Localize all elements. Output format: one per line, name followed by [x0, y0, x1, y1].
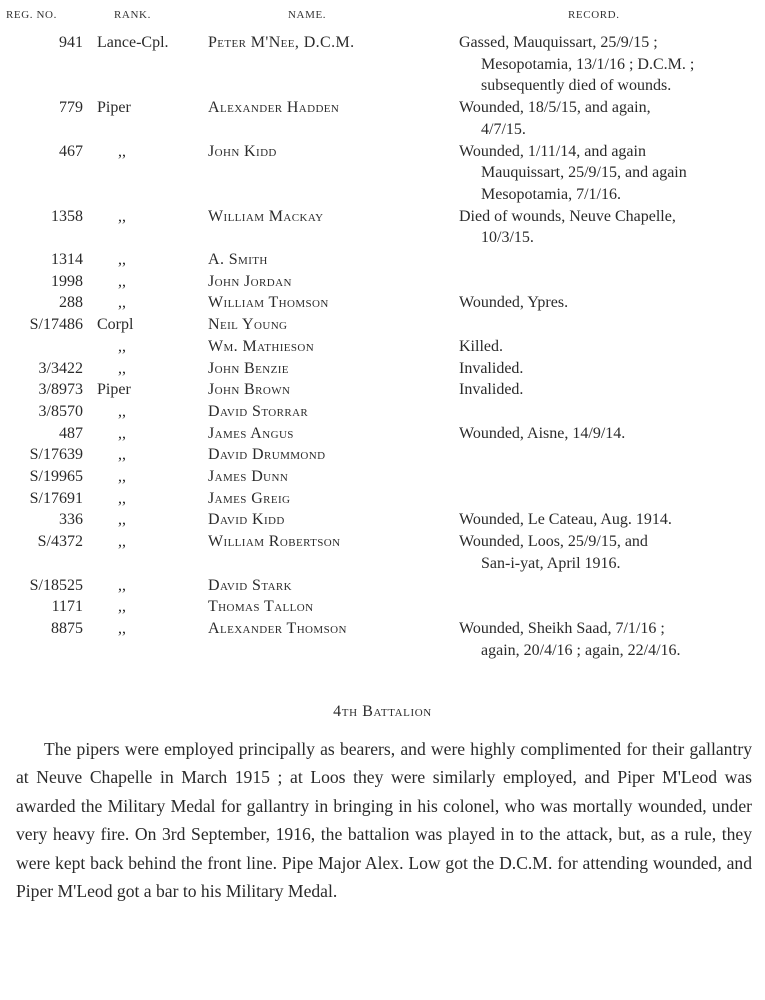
record [459, 401, 749, 423]
record [459, 336, 749, 358]
section-title: 4th Battalion [333, 703, 432, 720]
table-row [0, 509, 765, 531]
table-row [0, 314, 765, 336]
record [459, 509, 749, 531]
soldier-name: James Angus [208, 424, 294, 442]
record [459, 423, 749, 445]
reg-number: S/17691 [29, 489, 83, 507]
table-row [0, 292, 765, 314]
rank: Piper [97, 99, 131, 117]
reg-number: 288 [59, 294, 83, 312]
rank: ,, [118, 576, 126, 594]
header-reg-no: REG. NO. [6, 9, 57, 21]
record [459, 358, 749, 380]
table-row [0, 444, 765, 466]
record-line: Wounded, Le Cateau, Aug. 1914. [459, 511, 672, 529]
rank: ,, [118, 446, 126, 464]
table-row [0, 488, 765, 510]
reg-number: S/17486 [29, 316, 83, 334]
soldier-name: Neil Young [208, 316, 288, 334]
reg-number: 3/3422 [38, 359, 83, 377]
rank: ,, [118, 533, 126, 551]
soldier-name: David Drummond [208, 446, 326, 464]
record-line: Wounded, 18/5/15, and again, [459, 99, 651, 117]
soldier-name: Alexander Hadden [208, 99, 340, 117]
rank: ,, [118, 294, 126, 312]
table-row [0, 141, 765, 206]
table-row [0, 379, 765, 401]
record-line: Wounded, Loos, 25/9/15, and [459, 533, 648, 551]
pipers-roll-table [0, 32, 765, 661]
rank: ,, [118, 402, 126, 420]
header-record: RECORD. [568, 9, 620, 21]
soldier-name: John Jordan [208, 272, 292, 290]
record-line: subsequently died of wounds. [481, 77, 672, 95]
reg-number: 1358 [51, 207, 83, 225]
record [459, 32, 749, 97]
rank: Lance-Cpl. [97, 34, 169, 51]
record [459, 141, 749, 206]
record-line: Wounded, 1/11/14, and again [459, 142, 646, 160]
record [459, 575, 749, 597]
record-line: Wounded, Ypres. [459, 294, 569, 312]
soldier-name: David Stark [208, 576, 292, 594]
record [459, 379, 749, 401]
record-line: Died of wounds, Neuve Chapelle, [459, 207, 676, 225]
record [459, 271, 749, 293]
soldier-name: James Greig [208, 489, 291, 507]
table-row [0, 575, 765, 597]
reg-number: 1314 [51, 251, 83, 269]
soldier-name: John Brown [208, 381, 291, 399]
record [459, 531, 749, 574]
record-line: San-i-yat, April 1916. [481, 554, 621, 572]
soldier-name: A. Smith [208, 251, 268, 269]
header-rank: RANK. [114, 9, 151, 21]
reg-number: 1998 [51, 272, 83, 290]
soldier-name: John Kidd [208, 142, 277, 160]
rank: ,, [118, 619, 126, 637]
soldier-name: William Mackay [208, 207, 324, 225]
record [459, 292, 749, 314]
soldier-name: Alexander Thomson [208, 619, 347, 637]
rank: ,, [118, 142, 126, 160]
soldier-name: Wm. Mathieson [208, 337, 315, 355]
table-row [0, 206, 765, 249]
table-row [0, 596, 765, 618]
rank: ,, [118, 337, 126, 355]
rank: ,, [118, 251, 126, 269]
table-row [0, 618, 765, 661]
table-row [0, 271, 765, 293]
rank: ,, [118, 489, 126, 507]
rank: ,, [118, 424, 126, 442]
reg-number: S/17639 [29, 446, 83, 464]
reg-number: 336 [59, 511, 83, 529]
reg-number: S/18525 [29, 576, 83, 594]
rank: ,, [118, 511, 126, 529]
record-line: Wounded, Sheikh Saad, 7/1/16 ; [459, 619, 665, 637]
record-line: again, 20/4/16 ; again, 22/4/16. [481, 641, 681, 659]
reg-number: 467 [59, 142, 83, 160]
rank: Piper [97, 381, 131, 399]
rank: ,, [118, 468, 126, 486]
soldier-name: John Benzie [208, 359, 289, 377]
reg-number: 3/8973 [38, 381, 83, 399]
table-row [0, 32, 765, 97]
record [459, 466, 749, 488]
rank: ,, [118, 598, 126, 616]
record-line: Gassed, Mauquissart, 25/9/15 ; [459, 34, 658, 51]
reg-number: 1171 [51, 598, 83, 616]
record [459, 488, 749, 510]
soldier-name: William Thomson [208, 294, 329, 312]
table-row [0, 336, 765, 358]
reg-number: 8875 [51, 619, 83, 637]
reg-number: 487 [59, 424, 83, 442]
record-line: Invalided. [459, 381, 524, 399]
table-row [0, 401, 765, 423]
reg-number: 779 [59, 99, 83, 117]
battalion-paragraph: The pipers were employed principally as bearers, and were highly complimented for their gallantry at Neuve Chapelle in March 1915 ; at Loos they were similarly employed, and Piper M'Leod was awarded the Military Medal for gallantry in bringing in his colonel, who was mortally wounded, under very heavy fire. On 3rd September, 1916, the battalion was played in to the attack, but, as a rule, they were kept back behind the front line. Pipe Major Alex. Low got the D.C.M. for attending wounded, and Piper M'Leod got a bar to his Military Medal. [16, 739, 752, 902]
rank: ,, [118, 207, 126, 225]
record-line: Wounded, Aisne, 14/9/14. [459, 424, 626, 442]
table-row [0, 531, 765, 574]
reg-number: 941 [59, 34, 83, 51]
soldier-name: William Robertson [208, 533, 341, 551]
table-row [0, 466, 765, 488]
table-row [0, 249, 765, 271]
soldier-name: David Storrar [208, 402, 309, 420]
table-row [0, 97, 765, 140]
record-line: Killed. [459, 337, 503, 355]
rank: Corpl [97, 316, 134, 334]
record [459, 249, 749, 271]
reg-number: S/4372 [37, 533, 83, 551]
rank: ,, [118, 272, 126, 290]
soldier-name: David Kidd [208, 511, 285, 529]
rank: ,, [118, 359, 126, 377]
record-line: Mesopotamia, 13/1/16 ; D.C.M. ; [481, 55, 695, 73]
soldier-name: Peter M'Nee, D.C.M. [208, 34, 355, 51]
soldier-name: James Dunn [208, 468, 289, 486]
record-line: Invalided. [459, 359, 524, 377]
record-line: 4/7/15. [481, 120, 526, 138]
record [459, 618, 749, 661]
table-row [0, 423, 765, 445]
record-line: 10/3/15. [481, 229, 534, 247]
record [459, 314, 749, 336]
record-line: Mesopotamia, 7/1/16. [481, 185, 621, 203]
reg-number: 3/8570 [38, 402, 83, 420]
record [459, 596, 749, 618]
record [459, 97, 749, 140]
header-name: NAME. [288, 9, 327, 21]
reg-number: S/19965 [29, 468, 83, 486]
table-row [0, 358, 765, 380]
record [459, 444, 749, 466]
soldier-name: Thomas Tallon [208, 598, 314, 616]
record [459, 206, 749, 249]
record-line: Mauquissart, 25/9/15, and again [481, 164, 687, 182]
